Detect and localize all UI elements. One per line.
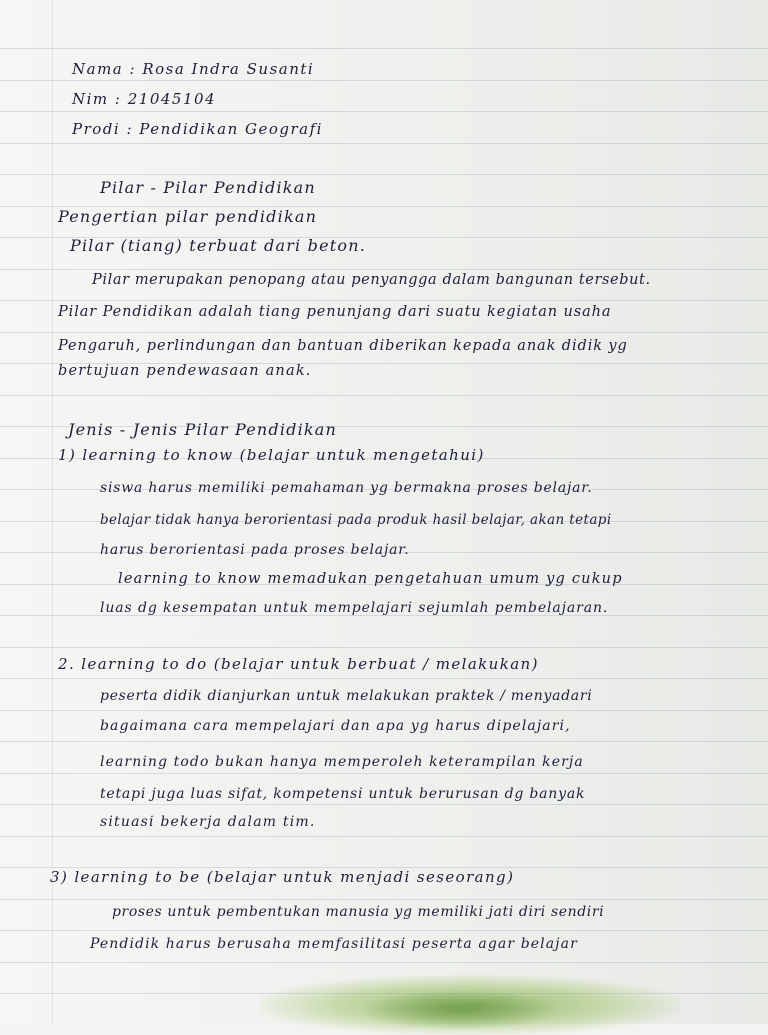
ruled-line (0, 143, 768, 144)
ruled-line (0, 300, 768, 301)
page-title: Pilar - Pilar Pendidikan (100, 178, 316, 197)
pengertian-line-4: Pengaruh, perlindungan dan bantuan diberikan kepada anak didik yg (58, 338, 628, 354)
item-2-line-1: peserta didik dianjurkan untuk melakukan praktek / menyadari (100, 688, 593, 704)
item-1-line-4: learning to know memadukan pengetahuan umum yg cukup (118, 571, 623, 587)
header-prodi: Prodi : Pendidikan Geografi (72, 120, 323, 138)
ruled-line (0, 48, 768, 49)
ruled-line (0, 111, 768, 112)
ruled-line (0, 710, 768, 711)
item-3-line-2: Pendidik harus berusaha memfasilitasi peserta agar belajar (90, 936, 578, 952)
pengertian-line-3: Pilar Pendidikan adalah tiang penunjang dari suatu kegiatan usaha (58, 304, 612, 320)
header-nama: Nama : Rosa Indra Susanti (72, 60, 315, 78)
ruled-line (0, 836, 768, 837)
item-1-line-2: belajar tidak hanya berorientasi pada produk hasil belajar, akan tetapi (100, 512, 612, 528)
item-3-line-1: proses untuk pembentukan manusia yg memiliki jati diri sendiri (112, 904, 605, 920)
item-2-title: 2. learning to do (belajar untuk berbuat / melakukan) (58, 655, 539, 673)
ruled-line (0, 804, 768, 805)
ruled-line (0, 395, 768, 396)
ruled-line (0, 899, 768, 900)
ruled-line (0, 678, 768, 679)
item-2-line-5: situasi bekerja dalam tim. (100, 814, 316, 830)
ruled-line (0, 174, 768, 175)
ruled-line (0, 269, 768, 270)
grass-background-dark (360, 990, 560, 1030)
item-3-title: 3) learning to be (belajar untuk menjadi seseorang) (50, 868, 515, 886)
item-2-line-2: bagaimana cara mempelajari dan apa yg harus dipelajari, (100, 718, 571, 734)
item-1-line-3: harus berorientasi pada proses belajar. (100, 542, 410, 558)
pengertian-line-5: bertujuan pendewasaan anak. (58, 363, 312, 379)
pengertian-line-1: Pilar (tiang) terbuat dari beton. (70, 236, 367, 255)
item-1-line-1: siswa harus memiliki pemahaman yg bermakna proses belajar. (100, 480, 593, 496)
header-nim: Nim : 21045104 (72, 90, 217, 108)
jenis-heading: Jenis - Jenis Pilar Pendidikan (68, 420, 338, 439)
item-2-line-3: learning todo bukan hanya memperoleh keterampilan kerja (100, 754, 584, 770)
ruled-line (0, 647, 768, 648)
pengertian-line-2: Pilar merupakan penopang atau penyangga dalam bangunan tersebut. (92, 272, 651, 288)
ruled-line (0, 741, 768, 742)
item-1-line-5: luas dg kesempatan untuk mempelajari sejumlah pembelajaran. (100, 600, 609, 616)
item-1-title: 1) learning to know (belajar untuk mengetahui) (58, 446, 485, 464)
ruled-line (0, 962, 768, 963)
pengertian-heading: Pengertian pilar pendidikan (58, 207, 318, 226)
ruled-line (0, 80, 768, 81)
ruled-line (0, 773, 768, 774)
ruled-line (0, 930, 768, 931)
item-2-line-4: tetapi juga luas sifat, kompetensi untuk berurusan dg banyak (100, 786, 586, 802)
ruled-line (0, 332, 768, 333)
